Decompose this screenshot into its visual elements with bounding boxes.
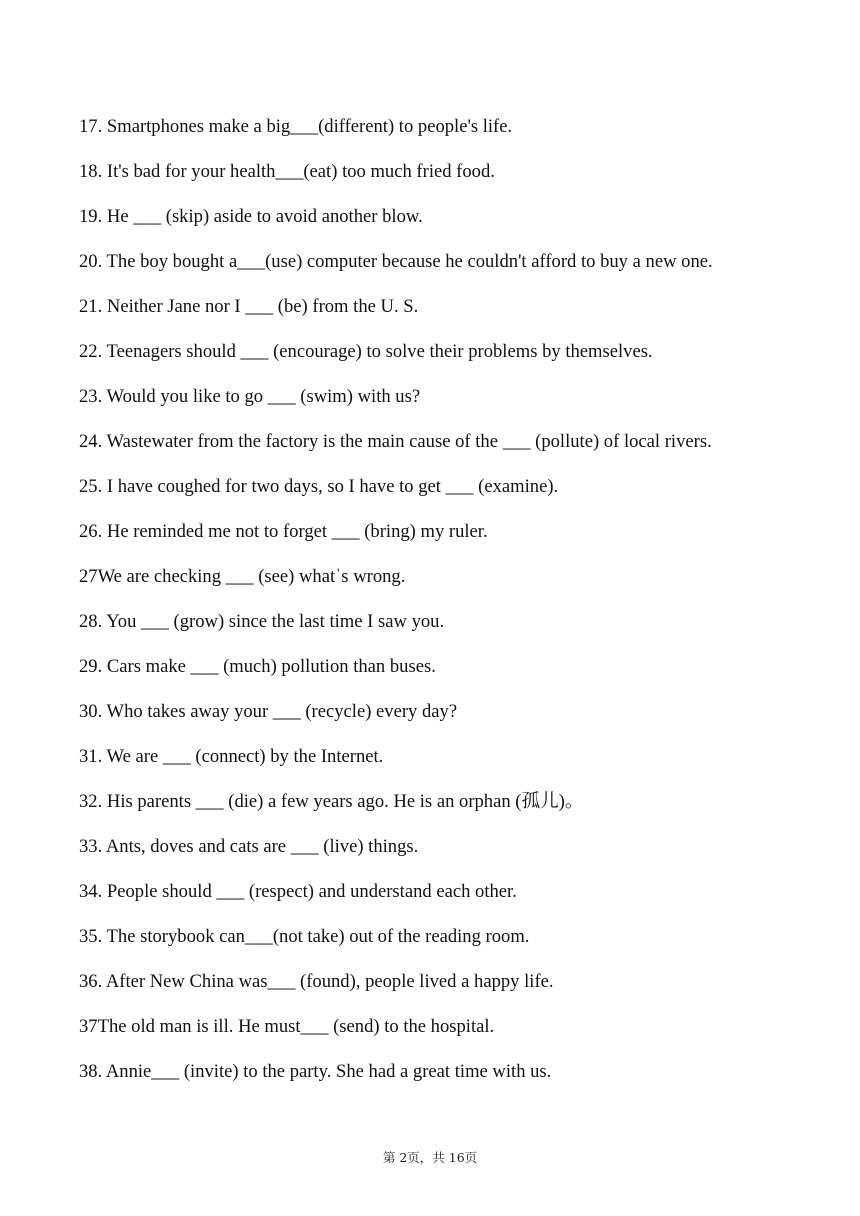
question-35: 35. The storybook can___(not take) out of the reading room. (79, 926, 530, 947)
question-22: 22. Teenagers should ___ (encourage) to solve their problems by themselves. (79, 341, 653, 362)
question-23: 23. Would you like to go ___ (swim) with us? (79, 386, 421, 407)
question-31: 31. We are ___ (connect) by the Internet. (79, 746, 384, 767)
page-footer: 第 2页，共 16页 (382, 1150, 478, 1165)
question-32: 32. His parents ___ (die) a few years ago. He is an orphan (孤儿)。 (79, 791, 584, 812)
question-24: 24. Wastewater from the factory is the main cause of the ___ (pollute) of local rivers. (79, 431, 712, 452)
question-30: 30. Who takes away your ___ (recycle) every day? (79, 701, 458, 722)
question-17: 17. Smartphones make a big___(different) to people's life. (79, 116, 513, 137)
question-38: 38. Annie___ (invite) to the party. She had a great time with us. (79, 1061, 552, 1082)
question-18: 18. It's bad for your health___(eat) too much fried food. (79, 161, 495, 182)
question-25: 25. I have coughed for two days, so I have to get ___ (examine). (79, 476, 559, 497)
question-20: 20. The boy bought a___(use) computer because he couldn't afford to buy a new one. (79, 251, 713, 272)
question-26: 26. He reminded me not to forget ___ (bring) my ruler. (79, 521, 488, 542)
question-34: 34. People should ___ (respect) and understand each other. (79, 881, 517, 902)
question-27: 27We are checking ___ (see) whatˈs wrong. (79, 566, 406, 587)
question-36: 36. After New China was___ (found), people lived a happy life. (79, 971, 554, 992)
question-21: 21. Neither Jane nor I ___ (be) from the U. S. (79, 296, 419, 317)
question-list (79, 114, 839, 1104)
question-33: 33. Ants, doves and cats are ___ (live) things. (79, 836, 419, 857)
question-29: 29. Cars make ___ (much) pollution than buses. (79, 656, 436, 677)
question-28: 28. You ___ (grow) since the last time I saw you. (79, 611, 445, 632)
question-37: 37The old man is ill. He must___ (send) to the hospital. (79, 1016, 495, 1037)
question-19: 19. He ___ (skip) aside to avoid another blow. (79, 206, 423, 227)
